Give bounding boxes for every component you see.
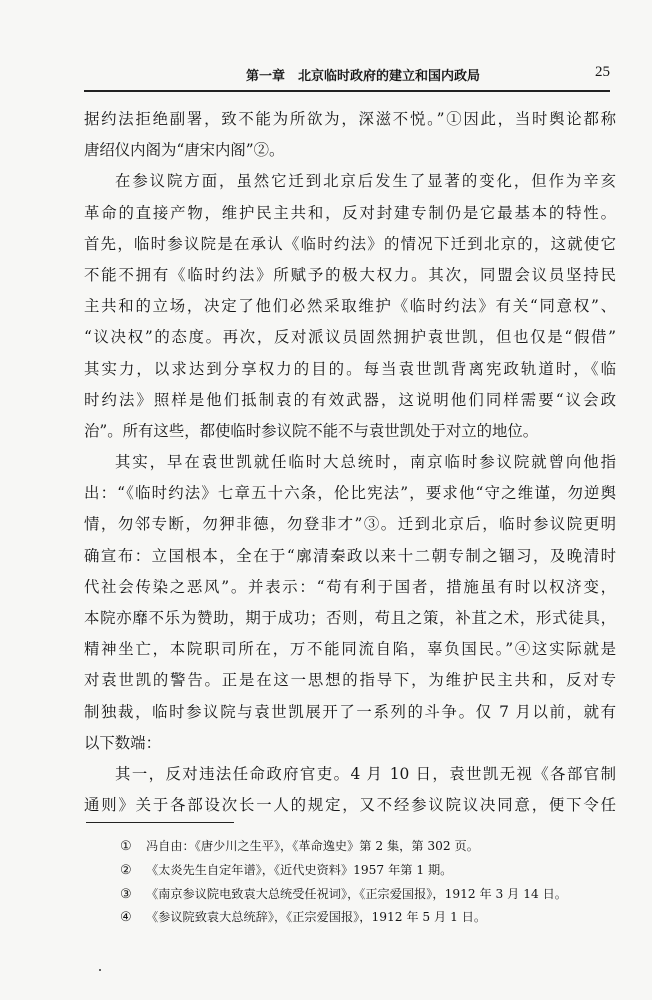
body-line: 其一，反对违法任命政府官吏。4 月 10 日，袁世凯无视《各部官制 bbox=[115, 764, 616, 783]
footnote-marker: ① bbox=[120, 839, 132, 854]
footnote-marker: ③ bbox=[120, 886, 132, 902]
body-line: 通则》关于各部设次长一人的规定，又不经参议院议决同意，便下令任 bbox=[84, 796, 616, 815]
body-line: 代社会传染之恶风”。并表示：“苟有利于国者，措施虽有时以权济变， bbox=[84, 577, 616, 596]
footnote-divider bbox=[86, 822, 234, 823]
footnote-text: 《太炎先生自定年谱》，《近代史资料》1957 年第 1 期。 bbox=[146, 862, 453, 877]
footnote-text: 《南京参议院电致袁大总统受任祝词》，《正宗爱国报》，1912 年 3 月 14 日。 bbox=[146, 886, 567, 901]
footnote-item bbox=[120, 859, 620, 883]
body-line: 其实力，以求达到分享权力的目的。每当袁世凯背离宪政轨道时，《临 bbox=[84, 359, 616, 378]
footnote-marker: ② bbox=[120, 862, 132, 878]
body-line: 唐绍仪内阁为“唐宋内阁”②。 bbox=[84, 141, 285, 160]
body-line: 革命的直接产物，维护民主共和，反对封建专制仍是它最基本的特性。 bbox=[84, 203, 616, 222]
body-line: 主共和的立场，决定了他们必然采取维护《临时约法》有关“同意权”、 bbox=[84, 297, 616, 316]
body-line: 据约法拒绝副署，致不能为所欲为，深滋不悦。”①因此，当时舆论都称 bbox=[84, 110, 616, 128]
body-line: 治”。所有这些，都使临时参议院不能不与袁世凯处于对立的地位。 bbox=[84, 421, 539, 440]
body-line: 本院亦靡不乐为赞助，期于成功；否则，苟且之策，补苴之术，形式徒具， bbox=[84, 609, 616, 627]
body-text bbox=[84, 104, 616, 821]
body-line: 出：“《临时约法》七章五十六条，伦比宪法”，要求他“守之维谨，勿逆舆 bbox=[84, 484, 616, 503]
chapter-title: 第一章 北京临时政府的建立和国内政局 bbox=[246, 69, 481, 84]
page-number: 25 bbox=[595, 64, 610, 80]
body-line: 首先，临时参议院是在承认《临时约法》的情况下迁到北京的，这就使它 bbox=[84, 234, 616, 253]
body-line: 以下数端： bbox=[84, 733, 161, 752]
body-line: 不能不拥有《临时约法》所赋予的极大权力。其次，同盟会议员坚持民 bbox=[84, 265, 616, 284]
running-header bbox=[84, 64, 610, 92]
footnote-item bbox=[120, 883, 620, 907]
footnote-text: 《参议院致袁大总统辞》，《正宗爱国报》，1912 年 5 月 1 日。 bbox=[146, 910, 487, 925]
footnote-item bbox=[120, 835, 620, 859]
body-line: 确宣布：立国根本，全在于“廓清秦政以来十二朝专制之锢习，及晚清时 bbox=[84, 546, 616, 565]
body-line: 对袁世凯的警告。正是在这一思想的指导下，为维护民主共和，反对专 bbox=[84, 671, 616, 690]
body-line: 制独裁，临时参议院与袁世凯展开了一系列的斗争。仅 7 月以前，就有 bbox=[84, 702, 616, 721]
footnotes bbox=[120, 835, 620, 930]
scan-speck bbox=[99, 969, 101, 971]
body-line: 精神坐亡，本院职司所在，万不能同流自陷，辜负国民。”④这实际就是 bbox=[84, 640, 616, 659]
footnote-text: 冯自由：《唐少川之生平》，《革命逸史》第 2 集，第 302 页。 bbox=[146, 839, 479, 853]
body-line: “议决权”的态度。再次，反对派议员固然拥护袁世凯，但也仅是“假借” bbox=[84, 328, 616, 347]
body-line: 时约法》照样是他们抵制袁的有效武器，这说明他们同样需要“议会政 bbox=[84, 390, 616, 409]
footnote-marker: ④ bbox=[120, 910, 132, 926]
body-line: 其实，早在袁世凯就任临时大总统时，南京临时参议院就曾向他指 bbox=[115, 453, 616, 472]
body-line: 在参议院方面，虽然它迁到北京后发生了显著的变化，但作为辛亥 bbox=[115, 172, 616, 191]
footnote-item bbox=[120, 906, 620, 930]
body-line: 情，勿邻专断，勿狎非德，勿登非才”③。迁到北京后，临时参议院更明 bbox=[84, 515, 616, 534]
